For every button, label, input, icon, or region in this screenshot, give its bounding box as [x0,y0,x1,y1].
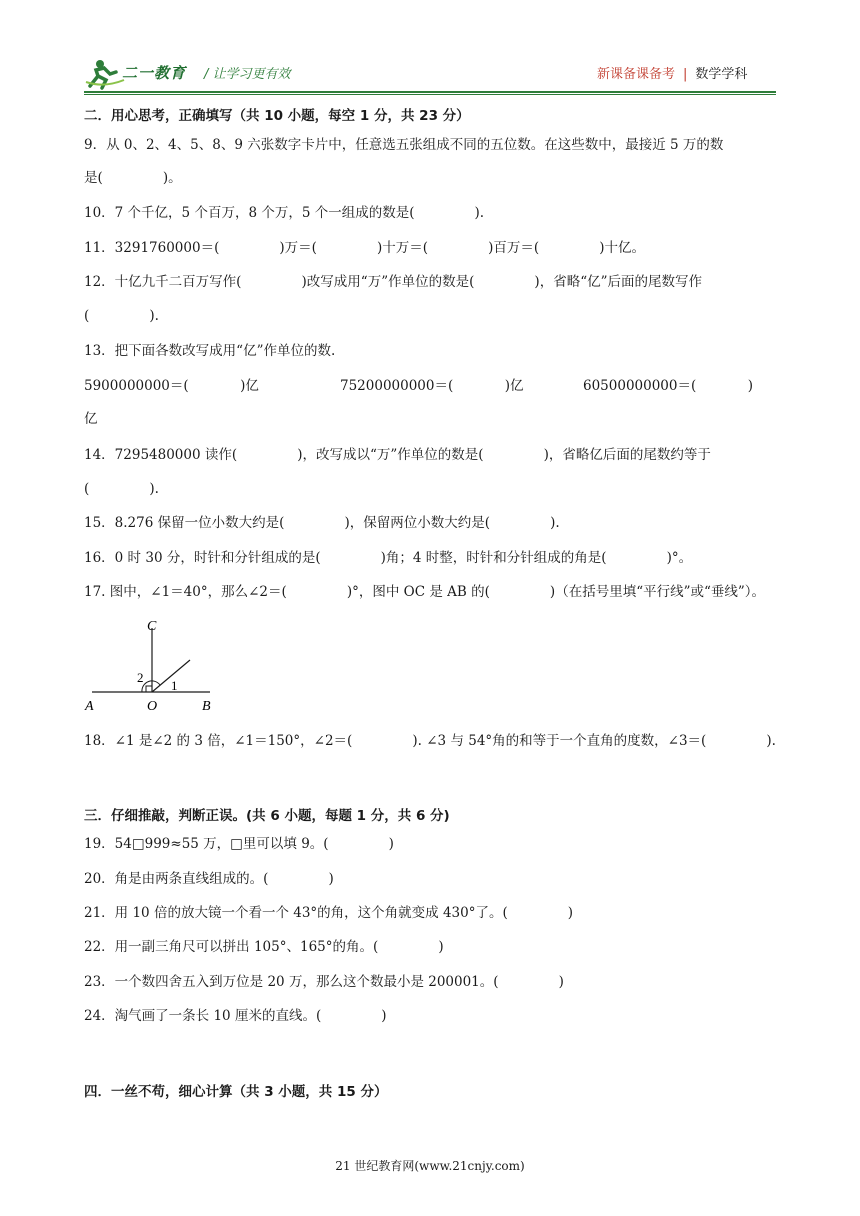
question-20: 20．角是由两条直线组成的。( ) [84,871,334,887]
header-rule [84,91,776,93]
slogan-text: 让学习更有效 [212,67,291,82]
header-subject [597,63,747,82]
question-11: 11．3291760000＝( )万＝( )十万＝( )百万＝( )十亿。 [84,240,646,256]
label-b: B [202,699,211,714]
label-1: 1 [171,678,178,693]
page-header [0,0,860,95]
header-rule-thin [84,94,776,95]
page-footer: 21 世纪教育网(www.21cnjy.com) [335,1159,525,1173]
question-13-item-b: 75200000000＝( )亿 [340,378,524,394]
question-13-item-c: 60500000000＝( ) [583,378,754,394]
question-13: 13．把下面各数改写成用“亿”作单位的数. [84,343,336,359]
question-9-line-2: 是( )。 [84,170,182,186]
section-2-title: 二．用心思考，正确填写（共 10 小题，每空 1 分，共 23 分） [84,108,470,124]
header-subject-label: 数学学科 [695,67,748,82]
header-separator: | [683,67,688,82]
question-14-line-2: ( ). [84,481,159,497]
header-slogan: / 让学习更有效 [204,67,291,82]
question-22: 22．用一副三角尺可以拼出 105°、165°的角。( ) [84,939,444,955]
question-19: 19．54□999≈55 万，□里可以填 9。( ) [84,836,394,852]
right-angle-mark [146,686,152,692]
question-12-line-1: 12．十亿九千二百万写作( )改写成用“万”作单位的数是( )，省略“亿”后面的尾数写作 [84,274,703,290]
question-17: 17. 图中，∠1＝40°，那么∠2＝( )°，图中 OC 是 AB 的( )（在括号里填“平行线”或“垂线”）。 [84,584,766,600]
question-9-line-1: 9．从 0、2、4、5、8、9 六张数字卡片中，任意选五张组成不同的五位数。在这些数中，最接近 5 万的数 [84,137,724,153]
question-14-line-1: 14．7295480000 读作( )，改写成以“万”作单位的数是( )，省略亿后面的尾数约等于 [84,447,711,463]
angle-diagram [80,612,230,717]
section-4-title: 四．一丝不苟，细心计算（共 3 小题，共 15 分） [84,1084,388,1100]
question-13-item-c-unit: 亿 [84,411,98,427]
question-24: 24．淘气画了一条长 10 厘米的直线。( ) [84,1008,387,1024]
label-2: 2 [137,670,144,685]
question-13-item-a: 5900000000＝( )亿 [84,378,259,394]
question-10: 10．7 个千亿，5 个百万，8 个万，5 个一组成的数是( ). [84,205,485,221]
logo-text: 二一教育 [122,64,187,82]
label-a: A [85,699,94,714]
question-18: 18．∠1 是∠2 的 3 倍，∠1＝150°，∠2＝( ). ∠3 与 54°角的和等于一个直角的度数，∠3＝( ). [84,733,776,749]
question-16: 16．0 时 30 分，时针和分针组成的是( )角；4 时整，时针和分针组成的角是( )°。 [84,550,693,566]
label-c: C [147,619,157,634]
header-course-label: 新课备课备考 [597,67,676,82]
question-12-line-2: ( ). [84,308,159,324]
question-21: 21．用 10 倍的放大镜一个看一个 43°的角，这个角就变成 430°了。( ) [84,905,574,921]
section-3-title: 三．仔细推敲，判断正误。(共 6 小题，每题 1 分，共 6 分) [84,808,450,824]
question-15: 15．8.276 保留一位小数大约是( )，保留两位小数大约是( ). [84,515,560,531]
question-23: 23．一个数四舍五入到万位是 20 万，那么这个数最小是 200001。( ) [84,974,564,990]
label-o: O [147,699,158,714]
